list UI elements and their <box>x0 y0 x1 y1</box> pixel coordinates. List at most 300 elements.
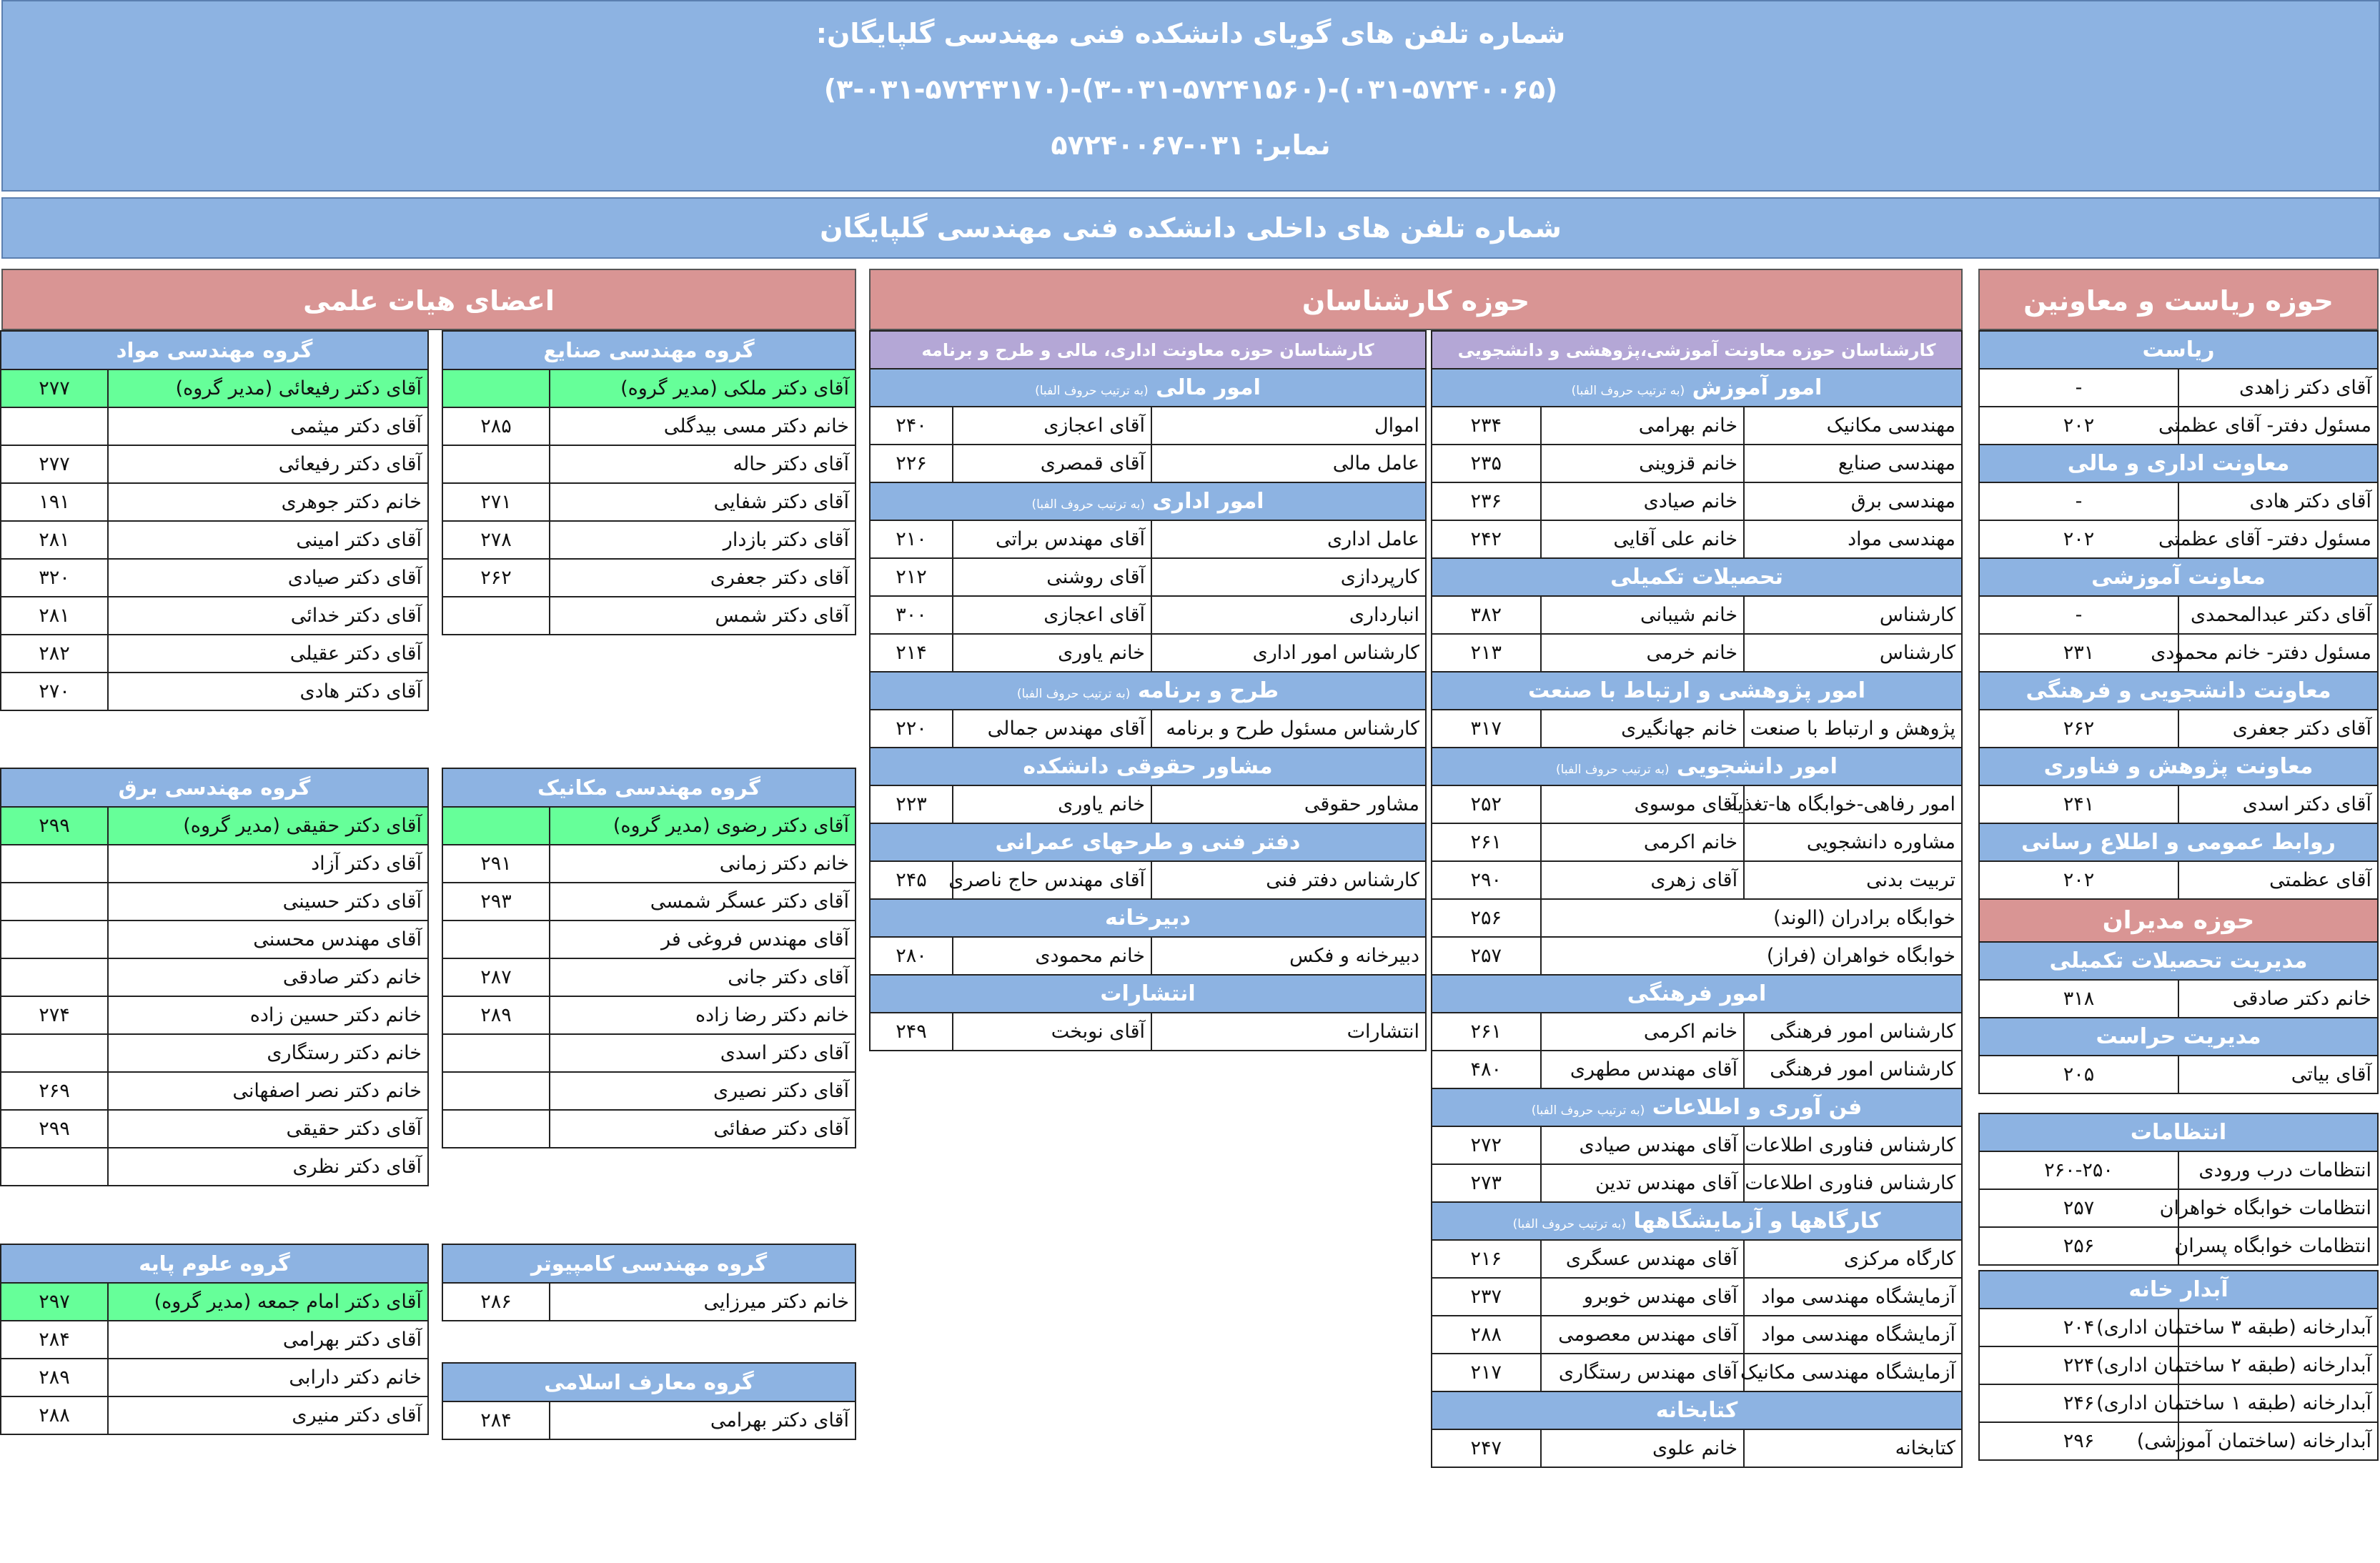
name-cell: خانم خرمی <box>1541 634 1745 672</box>
name-cell: آقای دکتر اسدی <box>2178 785 2378 823</box>
extension-cell <box>442 1072 550 1110</box>
section-note: (به ترتیب حروف الفبا) <box>1512 1217 1627 1231</box>
karshenasan-section-title <box>1432 369 1962 407</box>
table-row <box>1 369 428 407</box>
table-row <box>1 883 428 921</box>
extension-cell: ۲۵۷ <box>1979 1189 2178 1227</box>
table-row <box>1432 1316 1962 1354</box>
table-row <box>1 559 428 597</box>
table-row <box>442 521 856 559</box>
section-label: معاونت دانشجویی و فرهنگی <box>2026 678 2331 703</box>
table-row <box>442 921 856 958</box>
section-label: گروه مهندسی مواد <box>116 338 313 362</box>
faculty-group-header <box>1 331 428 369</box>
extension-cell: ۲۰۲ <box>1979 520 2178 558</box>
section-label: دفتر فنی و طرحهای عمرانی <box>995 830 1301 855</box>
name-cell: کارشناس فناوری اطلاعات <box>1744 1126 1962 1164</box>
name-cell: خانم دکتر میرزایی <box>550 1283 856 1321</box>
name-cell: اموال <box>1151 407 1426 445</box>
riasat-section <box>1979 331 2378 369</box>
section-label: کارشناسان حوزه معاونت آموزشی،پژوهشی و دانشجویی <box>1457 339 1936 360</box>
name-cell: آقای روشنی <box>953 558 1151 596</box>
extension-cell: ۲۱۳ <box>1432 634 1541 672</box>
name-cell: آقای دکتر حاله <box>550 445 856 483</box>
faculty-group-table <box>0 1244 429 1435</box>
faculty-group-header-title <box>442 768 856 807</box>
table-row <box>1 958 428 996</box>
riasat-section-title <box>1979 672 2378 710</box>
extension-cell: ۲۰۲ <box>1979 407 2178 445</box>
table-row <box>1979 1346 2378 1384</box>
name-cell: آقای دکتر رفیعائی (مدیر گروه) <box>108 369 428 407</box>
riasat-title: حوزه ریاست و معاونین <box>1978 269 2379 330</box>
section-label: روابط عمومی و اطلاع رسانی <box>2021 830 2336 855</box>
section-label: انتظامات <box>2130 1120 2227 1145</box>
extension-cell: ۲۳۷ <box>1432 1278 1541 1316</box>
faculty-group-maaref <box>443 1362 856 1440</box>
name-cell: انتظامات درب ورودی <box>2178 1151 2378 1189</box>
extension-cell: ۲۸۹ <box>442 996 550 1034</box>
extension-cell: ۲۶۰-۲۵۰ <box>1979 1151 2178 1189</box>
table-row <box>442 483 856 521</box>
name-cell: انتظامات خوابگاه پسران <box>2178 1227 2378 1265</box>
riasat-section-title <box>1979 823 2378 861</box>
extension-cell: ۲۹۱ <box>442 845 550 883</box>
faculty-group-header <box>442 331 856 369</box>
table-row <box>1432 407 1962 445</box>
name-cell: آقای مهندس صیادی <box>1541 1126 1745 1164</box>
section-label: امور آموزش <box>1692 375 1823 400</box>
karshenasan-section <box>1432 1202 1962 1240</box>
name-cell: آقای دکتر جانی <box>550 958 856 996</box>
table-row <box>1979 369 2378 407</box>
table-row <box>1 845 428 883</box>
table-row <box>1979 1151 2378 1189</box>
karshenasan-right-table <box>1431 330 1963 1468</box>
name-cell: خانم دکتر مسی بیدگلی <box>550 407 856 445</box>
name-cell: کارپردازی <box>1151 558 1426 596</box>
section-label: طرح و برنامه <box>1137 678 1279 703</box>
section-label: کارشناسان حوزه معاونت اداری، مالی و طرح و برنامه <box>921 339 1374 360</box>
table-row <box>1979 520 2378 558</box>
extension-cell: ۲۶۱ <box>1432 1013 1541 1051</box>
section-label: معاونت آموزشی <box>2091 565 2266 590</box>
table-row <box>442 845 856 883</box>
extension-cell: ۲۹۰ <box>1432 861 1541 899</box>
table-row <box>1979 861 2378 899</box>
karshenasan-section-title <box>1432 1202 1962 1240</box>
table-row <box>1432 1126 1962 1164</box>
extension-cell <box>1 883 108 921</box>
faculty-group-header-title <box>1 768 428 807</box>
name-cell: آزمایشگاه مهندسی مواد <box>1744 1278 1962 1316</box>
karshenasan-section <box>870 672 1426 710</box>
table-row <box>1979 1227 2378 1265</box>
table-row <box>1432 1013 1962 1051</box>
table-row <box>442 807 856 845</box>
table-row <box>1 445 428 483</box>
extension-cell: ۲۷۷ <box>1 369 108 407</box>
extension-cell: ۲۷۸ <box>442 521 550 559</box>
extension-cell: ۲۶۲ <box>442 559 550 597</box>
table-row <box>870 558 1426 596</box>
faculty-group-table <box>442 330 856 635</box>
section-label: گروه معارف اسلامی <box>544 1370 754 1394</box>
riasat-section-title <box>1979 748 2378 785</box>
karshenasan-subtitle <box>1432 331 1962 369</box>
riasat-table <box>1978 330 2379 1094</box>
section-label: مدیریت حراست <box>2096 1024 2261 1049</box>
name-cell: آقای دکتر شفایی <box>550 483 856 521</box>
faculty-group-table <box>442 768 856 1148</box>
main-header <box>1 0 2380 192</box>
name-cell: خانم یاوری <box>953 785 1151 823</box>
table-row <box>1979 1056 2378 1093</box>
name-cell: مشاوره دانشجویی <box>1744 823 1962 861</box>
section-label: مشاور حقوقی دانشکده <box>1023 754 1273 779</box>
extension-cell <box>442 445 550 483</box>
table-row <box>870 445 1426 482</box>
extension-cell: ۴۸۰ <box>1432 1051 1541 1088</box>
riasat-section <box>1979 558 2378 596</box>
table-row <box>1979 785 2378 823</box>
modiran-title: حوزه مدیران <box>1979 899 2378 942</box>
karshenasan-left-table <box>869 330 1427 1051</box>
table-row <box>1 597 428 635</box>
karshenasan-section-title <box>870 975 1426 1013</box>
name-cell: مشاور حقوقی <box>1151 785 1426 823</box>
table-row <box>1979 1309 2378 1346</box>
faculty-group-table <box>0 768 429 1186</box>
extension-cell: ۲۸۲ <box>1 635 108 673</box>
karshenasan-section-title <box>870 482 1426 520</box>
name-cell: آزمایشگاه مهندسی مواد <box>1744 1316 1962 1354</box>
name-cell: آقای دکتر میثمی <box>108 407 428 445</box>
extension-cell <box>1 845 108 883</box>
name-cell: کارشناس <box>1744 596 1962 634</box>
modiran-section <box>1979 942 2378 980</box>
name-cell: آقای دکتر خدائی <box>108 597 428 635</box>
table-row <box>1 483 428 521</box>
name-cell: آبدارخانه (طبقه ۲ ساختمان اداری) <box>2178 1346 2378 1384</box>
name-cell: آقای دکتر ملکی (مدیر گروه) <box>550 369 856 407</box>
abdarkhane-table <box>1978 1270 2379 1461</box>
section-label: گروه مهندسی صنایع <box>543 338 755 362</box>
karshenasan-section <box>1432 1391 1962 1429</box>
section-label: امور فرهنگی <box>1627 981 1767 1006</box>
extension-cell: ۲۸۱ <box>1 521 108 559</box>
extension-cell: ۲۰۲ <box>1979 861 2178 899</box>
extension-cell: ۲۸۷ <box>442 958 550 996</box>
riasat-section <box>1979 748 2378 785</box>
extension-cell: ۲۹۹ <box>1 1110 108 1148</box>
table-row <box>1 921 428 958</box>
extension-cell <box>1 958 108 996</box>
table-row <box>1979 634 2378 672</box>
faculty-group-header <box>1 1244 428 1283</box>
name-cell: انبارداری <box>1151 596 1426 634</box>
extension-cell <box>442 1034 550 1072</box>
name-cell: آقای دکتر حسینی <box>108 883 428 921</box>
extension-cell: ۲۸۸ <box>1 1396 108 1434</box>
table-row <box>1 807 428 845</box>
extension-cell: ۲۵۷ <box>1432 937 1541 975</box>
karshenasan-section <box>870 823 1426 861</box>
table-row <box>442 958 856 996</box>
riasat-section <box>1979 823 2378 861</box>
name-cell: آقای مهندس خوبرو <box>1541 1278 1745 1316</box>
section-note: (به ترتیب حروف الفبا) <box>1531 1103 1645 1118</box>
extension-cell: ۲۶۲ <box>1979 710 2178 748</box>
name-cell: آقای دکتر امام جمعه (مدیر گروه) <box>108 1283 428 1321</box>
name-cell: آبدارخانه (طبقه ۳ ساختمان اداری) <box>2178 1309 2378 1346</box>
name-cell: آقای دکتر شمس <box>550 597 856 635</box>
name-cell: خانم یاوری <box>953 634 1151 672</box>
karshenasan-title: حوزه کارشناسان <box>869 269 1963 330</box>
karshenasan-section <box>1432 748 1962 785</box>
name-cell: کتابخانه <box>1744 1429 1962 1467</box>
table-row <box>1 407 428 445</box>
section-note: (به ترتیب حروف الفبا) <box>1016 687 1131 701</box>
extension-cell: ۲۱۷ <box>1432 1354 1541 1391</box>
table-row <box>1979 1422 2378 1460</box>
faculty-group-header <box>1 768 428 807</box>
table-row <box>1432 1164 1962 1202</box>
table-row <box>870 634 1426 672</box>
riasat-panel <box>1978 269 2379 1461</box>
extension-cell: ۲۸۶ <box>442 1283 550 1321</box>
name-cell: خانم دکتر نصر اصفهانی <box>108 1072 428 1110</box>
section-label: گروه مهندسی مکانیک <box>537 775 760 800</box>
extension-cell: ۲۷۳ <box>1432 1164 1541 1202</box>
extension-cell: ۳۲۰ <box>1 559 108 597</box>
name-cell: مسئول دفتر- آقای عظمتی <box>2178 407 2378 445</box>
faculty-group-header-title <box>1 331 428 369</box>
extension-cell: ۲۲۶ <box>870 445 953 482</box>
extension-cell: ۲۷۱ <box>442 483 550 521</box>
riasat-section <box>1979 672 2378 710</box>
section-label: انتشارات <box>1100 981 1196 1006</box>
name-cell: آقای موسوی <box>1541 785 1745 823</box>
name-cell: آقای دکتر زاهدی <box>2178 369 2378 407</box>
name-cell: آقای دکتر عبدالمحمدی <box>2178 596 2378 634</box>
faculty-group-header-title <box>442 331 856 369</box>
faculty-group-header <box>442 1244 856 1283</box>
name-cell: خانم علوی <box>1541 1429 1745 1467</box>
extension-cell: ۲۳۶ <box>1432 482 1541 520</box>
abdarkhane-section-title <box>1979 1271 2378 1309</box>
table-row <box>870 407 1426 445</box>
extension-cell: ۳۸۲ <box>1432 596 1541 634</box>
extension-cell: ۲۸۵ <box>442 407 550 445</box>
table-row <box>870 785 1426 823</box>
name-cell: آقای دکتر صیادی <box>108 559 428 597</box>
name-cell: خانم اکرمی <box>1541 1013 1745 1051</box>
extension-cell: ۲۱۶ <box>1432 1240 1541 1278</box>
name-cell: آقای اعجازی <box>953 407 1151 445</box>
table-row <box>870 1013 1426 1051</box>
extension-cell <box>1 407 108 445</box>
karshenasan-subtitle-title <box>870 331 1426 369</box>
table-row <box>442 883 856 921</box>
section-label: گروه علوم پایه <box>139 1251 290 1276</box>
table-row <box>442 1072 856 1110</box>
name-cell: آقای دکتر بهرامی <box>108 1321 428 1359</box>
extension-cell: - <box>1979 482 2178 520</box>
name-cell: آقای دکتر صفائی <box>550 1110 856 1148</box>
modiran-section-title <box>1979 942 2378 980</box>
name-cell: خانم جهانگیری <box>1541 710 1745 748</box>
extension-cell: ۳۱۷ <box>1432 710 1541 748</box>
extension-cell <box>442 369 550 407</box>
header-fax: نمابر: ۰۳۱-۵۷۲۴۰۰۶۷ <box>1051 129 1331 161</box>
table-row <box>442 1110 856 1148</box>
name-cell: کارشناس دفتر فنی <box>1151 861 1426 899</box>
table-row <box>1979 980 2378 1018</box>
extension-cell: - <box>1979 369 2178 407</box>
name-cell: عامل مالی <box>1151 445 1426 482</box>
name-cell: آقای دکتر اسدی <box>550 1034 856 1072</box>
faculty-group-table <box>442 1244 856 1321</box>
section-label: امور پژوهشی و ارتباط با صنعت <box>1527 678 1865 703</box>
name-cell: خوابگاه برادران (الوند) <box>1541 899 1962 937</box>
table-row <box>442 1034 856 1072</box>
name-cell: آقای دکتر امینی <box>108 521 428 559</box>
name-cell: خانم دکتر صادقی <box>108 958 428 996</box>
table-row <box>1432 1240 1962 1278</box>
karshenasan-section <box>1432 1088 1962 1126</box>
name-cell: آقای دکتر نظری <box>108 1148 428 1186</box>
extension-cell: ۲۲۰ <box>870 710 953 748</box>
section-note: (به ترتیب حروف الفبا) <box>1035 384 1149 398</box>
table-row <box>1 1359 428 1396</box>
extension-cell: ۲۰۴ <box>1979 1309 2178 1346</box>
extension-cell: ۲۴۵ <box>870 861 953 899</box>
name-cell: آقای دکتر حقیقی (مدیر گروه) <box>108 807 428 845</box>
table-row <box>1 1034 428 1072</box>
faculty-group-table <box>442 1362 856 1440</box>
riasat-section <box>1979 445 2378 482</box>
table-row <box>1979 596 2378 634</box>
extension-cell: ۲۱۴ <box>870 634 953 672</box>
name-cell: آقای دکتر آزاد <box>108 845 428 883</box>
internal-header <box>1 197 2380 259</box>
table-row <box>1979 1384 2378 1422</box>
faculty-group-sanaye <box>443 330 856 635</box>
faculty-group-mechanic <box>443 768 856 1148</box>
name-cell: خوابگاه خواهران (فراز) <box>1541 937 1962 975</box>
name-cell: خانم دکتر زمانی <box>550 845 856 883</box>
karshenasan-section-title <box>870 823 1426 861</box>
header-phones: (۰۳۱-۵۷۲۴۰۰۶۵)-(۳-۰۳۱-۵۷۲۴۱۵۶۰)-(۳-۰۳۱-۵۷۲۴۳۱۷۰) <box>823 74 1558 105</box>
table-row <box>1 673 428 710</box>
table-row <box>1432 482 1962 520</box>
karshenasan-section <box>1432 672 1962 710</box>
extension-cell: ۲۳۱ <box>1979 634 2178 672</box>
name-cell: امور رفاهی-خوابگاه ها-تغذیه <box>1744 785 1962 823</box>
name-cell: خانم قزوینی <box>1541 445 1745 482</box>
name-cell: کارگاه مرکزی <box>1744 1240 1962 1278</box>
extension-cell: ۲۴۰ <box>870 407 953 445</box>
name-cell: مسئول دفتر- خانم محمودی <box>2178 634 2378 672</box>
extension-cell: ۲۴۱ <box>1979 785 2178 823</box>
extension-cell: ۲۳۴ <box>1432 407 1541 445</box>
name-cell: آقای دکتر هادی <box>2178 482 2378 520</box>
karshenasan-panel <box>869 269 1963 1459</box>
table-row <box>1432 445 1962 482</box>
table-row <box>442 1283 856 1321</box>
name-cell: کارشناس <box>1744 634 1962 672</box>
table-row <box>442 407 856 445</box>
name-cell: آقای زهری <box>1541 861 1745 899</box>
name-cell: آقای مهندس عسگری <box>1541 1240 1745 1278</box>
name-cell: مهندسی مواد <box>1744 520 1962 558</box>
entezamat-table <box>1978 1113 2379 1266</box>
modiran-row <box>1979 899 2378 942</box>
faculty-group-computer <box>443 1244 856 1321</box>
extension-cell: ۲۸۴ <box>1 1321 108 1359</box>
section-label: معاونت پژوهش و فناوری <box>2043 754 2314 779</box>
section-note: (به ترتیب حروف الفبا) <box>1571 384 1685 398</box>
table-row <box>870 861 1426 899</box>
table-row <box>1 1396 428 1434</box>
karshenasan-section-title <box>1432 672 1962 710</box>
table-row <box>1432 937 1962 975</box>
karshenasan-section <box>870 975 1426 1013</box>
faculty-group-header-title <box>442 1363 856 1401</box>
name-cell: آقای مهندس حاج ناصری <box>953 861 1151 899</box>
extension-cell: ۳۱۸ <box>1979 980 2178 1018</box>
name-cell: آقای دکتر عقیلی <box>108 635 428 673</box>
extension-cell: ۲۵۶ <box>1432 899 1541 937</box>
section-label: کارگاهها و آزمایشگاهها <box>1633 1209 1881 1234</box>
karshenasan-subtitle-title <box>1432 331 1962 369</box>
name-cell: کارشناس امور فرهنگی <box>1744 1051 1962 1088</box>
faculty-group-header <box>442 768 856 807</box>
faculty-group-header <box>442 1363 856 1401</box>
section-label: کتابخانه <box>1655 1398 1738 1423</box>
name-cell: خانم علی آقایی <box>1541 520 1745 558</box>
section-label: امور دانشجویی <box>1677 754 1838 779</box>
extension-cell <box>442 597 550 635</box>
extension-cell: ۲۶۱ <box>1432 823 1541 861</box>
extension-cell: - <box>1979 596 2178 634</box>
name-cell: مهندسی برق <box>1744 482 1962 520</box>
table-row <box>870 710 1426 748</box>
table-row <box>1432 823 1962 861</box>
name-cell: خانم اکرمی <box>1541 823 1745 861</box>
extension-cell: ۲۴۶ <box>1979 1384 2178 1422</box>
name-cell: آقای عظمتی <box>2178 861 2378 899</box>
table-row <box>1 635 428 673</box>
name-cell: آقای مهندس فروغی فر <box>550 921 856 958</box>
karshenasan-section-title <box>870 369 1426 407</box>
riasat-section-title <box>1979 445 2378 482</box>
karshenasan-section-title <box>870 899 1426 937</box>
section-label: ریاست <box>2142 337 2215 362</box>
extension-cell: ۲۲۴ <box>1979 1346 2178 1384</box>
table-row <box>1 521 428 559</box>
name-cell: آقای دکتر منیری <box>108 1396 428 1434</box>
name-cell: دبیرخانه و فکس <box>1151 937 1426 975</box>
table-row <box>442 1401 856 1439</box>
extension-cell: ۲۷۷ <box>1 445 108 483</box>
karshenasan-section <box>870 482 1426 520</box>
extension-cell <box>442 807 550 845</box>
table-row <box>1432 634 1962 672</box>
faculty-group-paye <box>1 1244 429 1435</box>
extension-cell: ۲۹۷ <box>1 1283 108 1321</box>
